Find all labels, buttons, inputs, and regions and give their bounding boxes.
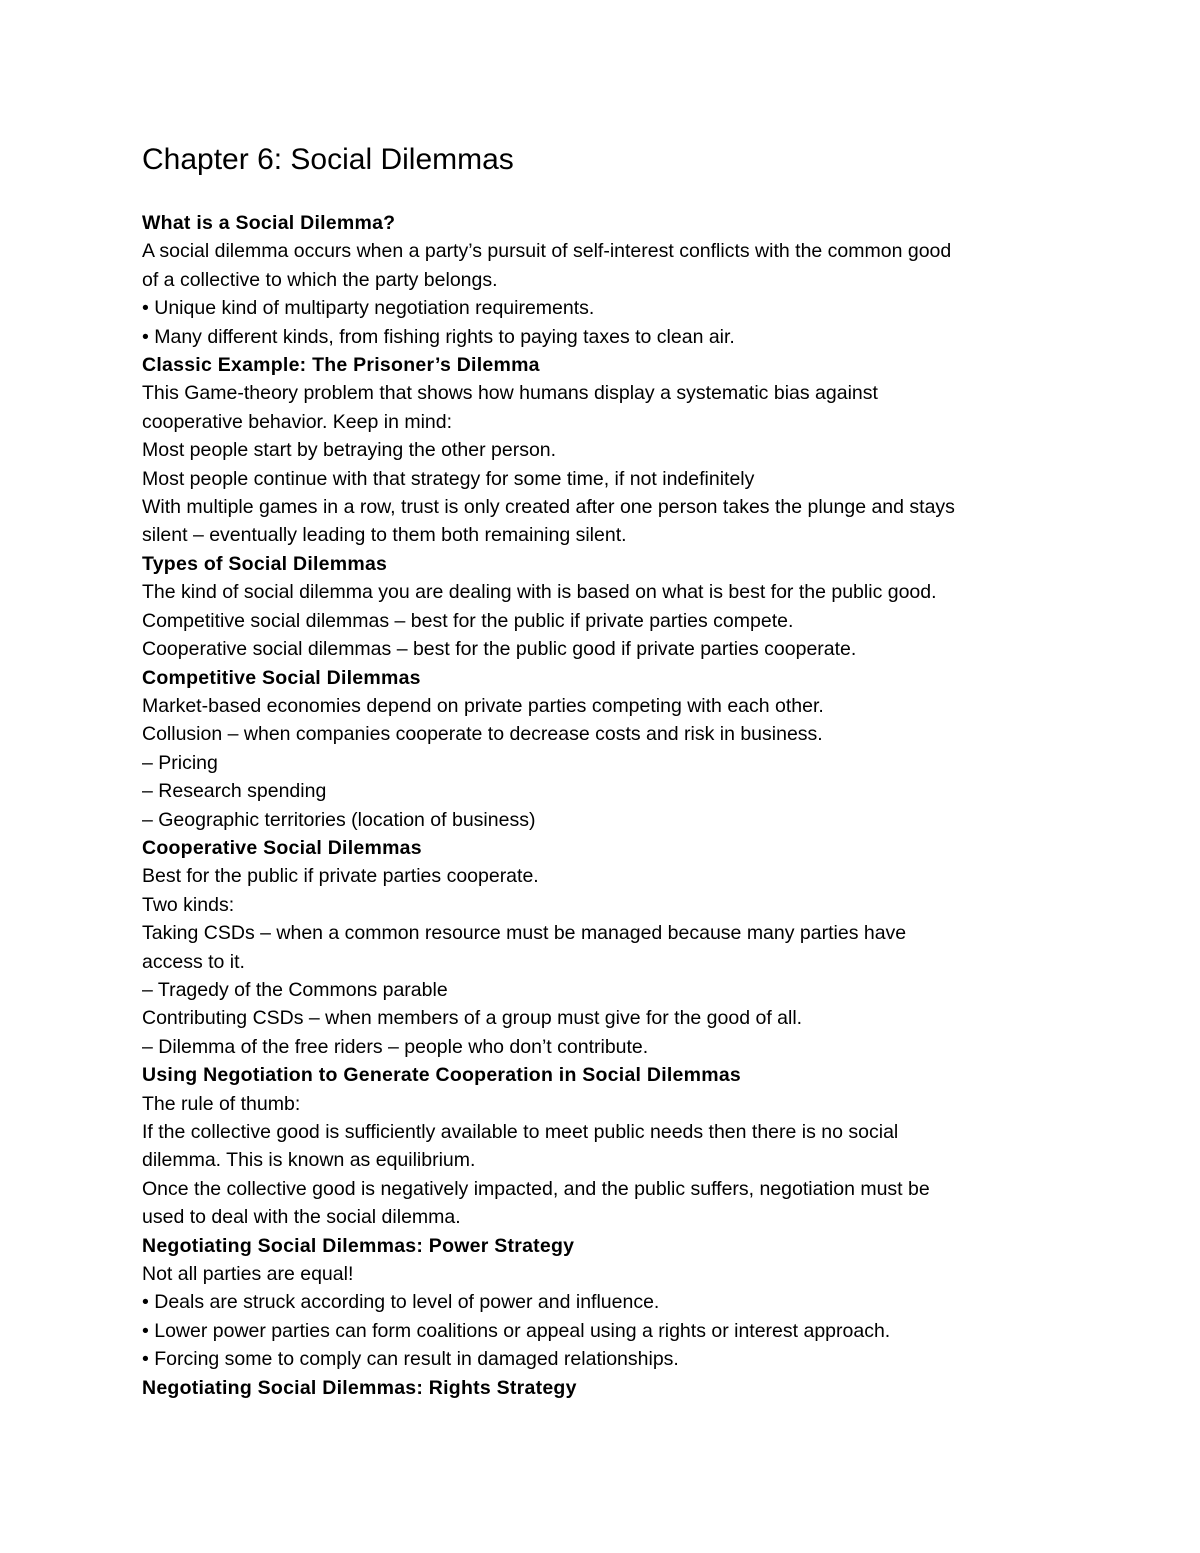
paragraph-line: • Forcing some to comply can result in damaged relationships. — [142, 1348, 679, 1371]
paragraph-line: Taking CSDs – when a common resource must be managed because many parties have — [142, 922, 907, 945]
section-heading: Cooperative Social Dilemmas — [142, 836, 422, 859]
paragraph-line: silent – eventually leading to them both remaining silent. — [142, 524, 627, 547]
paragraph-line: • Lower power parties can form coalitions or appeal using a rights or interest approach. — [142, 1319, 891, 1342]
paragraph-line: Most people continue with that strategy for some time, if not indefinitely — [142, 467, 755, 490]
paragraph-line: dilemma. This is known as equilibrium. — [142, 1149, 476, 1172]
paragraph-line: – Tragedy of the Commons parable — [142, 978, 448, 1001]
section-heading: Classic Example: The Prisoner’s Dilemma — [142, 354, 540, 377]
section-heading: Competitive Social Dilemmas — [142, 666, 421, 689]
paragraph-line: Cooperative social dilemmas – best for the public good if private parties cooperate. — [142, 638, 857, 661]
paragraph-line: Once the collective good is negatively impacted, and the public suffers, negotiation must be — [142, 1177, 930, 1200]
paragraph-line: of a collective to which the party belongs. — [142, 268, 498, 291]
paragraph-line: • Deals are struck according to level of power and influence. — [142, 1291, 660, 1314]
chapter-title: Chapter 6: Social Dilemmas — [142, 143, 514, 176]
paragraph-line: Two kinds: — [142, 893, 235, 916]
paragraph-line: The kind of social dilemma you are dealing with is based on what is best for the public good. — [142, 581, 937, 604]
paragraph-line: This Game-theory problem that shows how humans display a systematic bias against — [142, 382, 878, 405]
section-heading: Negotiating Social Dilemmas: Power Strategy — [142, 1234, 575, 1257]
paragraph-line: Market-based economies depend on private parties competing with each other. — [142, 694, 824, 717]
paragraph-line: A social dilemma occurs when a party’s pursuit of self-interest conflicts with the common good — [142, 240, 952, 263]
paragraph-line: • Many different kinds, from fishing rights to paying taxes to clean air. — [142, 325, 735, 348]
paragraph-line: Collusion – when companies cooperate to decrease costs and risk in business. — [142, 723, 823, 746]
paragraph-line: Competitive social dilemmas – best for the public if private parties compete. — [142, 609, 794, 632]
paragraph-line: – Pricing — [142, 751, 218, 774]
paragraph-line: • Unique kind of multiparty negotiation requirements. — [142, 297, 595, 320]
paragraph-line: Contributing CSDs – when members of a group must give for the good of all. — [142, 1007, 803, 1030]
section-heading: Using Negotiation to Generate Cooperation in Social Dilemmas — [142, 1064, 742, 1087]
paragraph-line: cooperative behavior. Keep in mind: — [142, 410, 453, 433]
paragraph-line: With multiple games in a row, trust is only created after one person takes the plunge and stays — [142, 496, 955, 519]
paragraph-line: used to deal with the social dilemma. — [142, 1206, 461, 1229]
paragraph-line: – Geographic territories (location of business) — [142, 808, 536, 831]
paragraph-line: – Dilemma of the free riders – people who don’t contribute. — [142, 1035, 649, 1058]
paragraph-line: Not all parties are equal! — [142, 1263, 354, 1286]
section-heading: What is a Social Dilemma? — [142, 212, 396, 234]
section-heading: Negotiating Social Dilemmas: Rights Strategy — [142, 1376, 577, 1399]
document-body — [142, 209, 1052, 1402]
paragraph-line: access to it. — [142, 950, 245, 973]
section-heading: Types of Social Dilemmas — [142, 552, 388, 575]
paragraph-line: The rule of thumb: — [142, 1092, 301, 1115]
document-page — [142, 140, 1052, 1402]
paragraph-line: If the collective good is sufficiently available to meet public needs then there is no social — [142, 1121, 899, 1143]
paragraph-line: Best for the public if private parties cooperate. — [142, 865, 539, 888]
paragraph-line: Most people start by betraying the other person. — [142, 439, 557, 462]
paragraph-line: – Research spending — [142, 780, 327, 803]
